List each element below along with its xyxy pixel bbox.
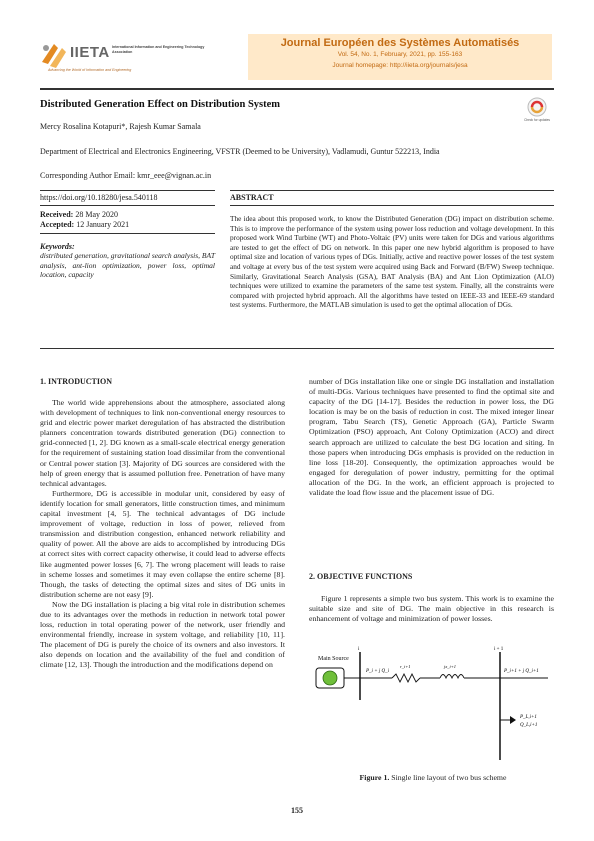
intro-paragraph-1: The world wide apprehensions about the atmosphere, associated along with development of techniques to link non-conventional energy resources to grid and electric power market deregulation of has abstracted the distribution planners concentration towards distributed generation (DG) connection to grid-connected [1, 2]. DG known as a small-scale electrical energy generation for the requirement of sustaining station load dissimilar from the conventional or Central power station [3]. Majority of DG sources are considered with the help of green energy that is assumed pollution free. Penetration of have many technical advantages. xyxy=(40,398,285,488)
received-value: 28 May 2020 xyxy=(73,210,118,219)
load-arrow-icon xyxy=(510,716,516,724)
doi-link[interactable]: https://doi.org/10.18280/jesa.540118 xyxy=(40,193,158,202)
abstract-divider-top xyxy=(230,190,554,191)
article-info xyxy=(40,210,215,280)
bus-i1-label: i + 1 xyxy=(494,647,504,652)
introduction-heading: 1. INTRODUCTION xyxy=(40,377,113,386)
objective-paragraph-1: Figure 1 represents a simple two bus system. This work is to examine the suitable size and site of DG. The main objective in this research is enhancement of voltage and minimization of power losses. xyxy=(309,594,554,624)
corresponding-author: Corresponding Author Email: kmr_eee@vignan.ac.in xyxy=(40,171,212,180)
header-divider xyxy=(40,88,554,90)
figure-caption-text: Single line layout of two bus scheme xyxy=(389,773,507,782)
journal-header xyxy=(248,34,552,80)
doi-divider-top xyxy=(40,190,215,191)
intro-paragraph-3: Now the DG installation is placing a big vital role in distribution schemes due to its advantages over the methods in reduction in network total power loss, reduction in total operating power of the network, user friendly and environmental friendly, increase in system voltage, and reliability [10, 11]. The placement of DG is purely the choice of its owners and also investors. It also depends on location and the availability of the fuel and condition of climate [12, 13]. Though the introduction and the modifications depend on xyxy=(40,599,285,670)
badge-label: Check for updates xyxy=(524,118,550,122)
right-paragraph-1: number of DGs installation like one or single DG installation and installation of multi-DGs. Various techniques have presented to find the optimal site and capacity of the DG [14-17]. Besides the reduction in power loss, the DG location is may be on the basis of reduction in cost. The mixed integer linear program, Tabu Search (TS), Genetic Approach (GA), Particle Swarm Optimization (PSO) approach, Ant Colony Optimization (ACO) and direct search approach are utilized to calculate the best DG location and siting. In those papers when introducing DGs emphasis is provided on the reduction in line loss [18-20]. Consequently, the optimization approaches would be engaged for deregulation of power industry, permitting for the optimal allocation of the DG. In the work, an efficient approach is projected to validate the load flow issue and the placement issue of DG. xyxy=(309,377,554,498)
publisher-name: IIETA xyxy=(70,44,110,61)
two-bus-diagram xyxy=(312,647,554,760)
inflow-power-label: P_i + j Q_i xyxy=(366,669,389,674)
doi-divider-bottom xyxy=(40,205,215,206)
bus-i-label: i xyxy=(358,647,360,652)
main-source-label: Main Source xyxy=(318,656,349,662)
accepted-date xyxy=(40,220,215,229)
paper-title: Distributed Generation Effect on Distribution System xyxy=(40,99,281,110)
objective-functions-heading: 2. OBJECTIVE FUNCTIONS xyxy=(309,572,413,581)
publisher-subtitle: International Information and Engineering Technology Association xyxy=(112,45,205,54)
abstract-divider-bottom xyxy=(230,205,554,206)
source-generator-icon xyxy=(323,671,337,685)
right-column xyxy=(309,377,554,498)
line-reactance xyxy=(440,675,464,679)
keywords-list: distributed generation, gravitational search analysis, BAT analysis, ant-lion optimization, power loss, optimal location, capacity xyxy=(40,251,215,279)
author-list: Mercy Rosalina Kotapuri*, Rajesh Kumar Samala xyxy=(40,122,201,131)
outflow-power-label: P_i+1 + j Q_i+1 xyxy=(504,669,539,674)
journal-title: Journal Européen des Systèmes Automatisés xyxy=(280,37,520,49)
publisher-logo xyxy=(40,38,205,78)
check-for-updates-icon[interactable] xyxy=(524,96,550,124)
journal-homepage-link[interactable]: Journal homepage: http://iieta.org/journals/jesa xyxy=(332,62,468,69)
intro-paragraph-2: Furthermore, DG is accessible in modular unit, considered by easy of identify location for small generators, little construction times, and minimum capital investment [4, 5]. The technical advantages of DG include improvement of voltage, reduction in loss of power, relieved from transmission and distribution congestion, enhanced network reliability and quality of power. All the above are aids to accomplished by introducing DGs at correct sites with correct capacity otherwise, it could lead to adverse effects like augmented power losses [6, 7]. The wrong placement will leads to raise in scheme losses and sometimes it may even collapse the entire scheme [8]. Though, the tasks of detecting the optimal sizes and sites of DG units in distribution scheme are not easy [9]. xyxy=(40,488,285,599)
accepted-label: Accepted: xyxy=(40,220,75,229)
load-reactive-label: Q_L,i+1 xyxy=(520,723,538,728)
page-number: 155 xyxy=(291,806,303,815)
accepted-value: 12 January 2021 xyxy=(74,220,130,229)
iieta-logo-icon xyxy=(40,40,70,70)
abstract-body: The idea about this proposed work, to know the Distributed Generation (DG) impact on distribution scheme. This is to improve the performance of the system using power loss reduction and voltage development. In this proposed work Wind Turbine (WT) and Photo-Voltaic (PV) units were taken for DGs and various algorithms are tested to get the effect of DG on network. In this paper one new hybrid algorithm is proposed to have optimal size and location of various types of DGs. Initially, active and reactive power losses of the test system and voltage at every bus of the test system were acquired using Back and Forward (B/FW) Sweep technique. Similarly, Gravitational Search Analysis (GSA), BAT Analysis (BA) and Ant Lion Optimization (ALO) techniques were utilized to examine the parameters of the same test system. Finally, all the constraints were compared with projected hybrid approach. All the algorithms have tested on IEEE-33 and IEEE-69 standard test systems. Furthermore, the MATLAB simulation is used to get the optimal allocation of DGs. xyxy=(230,214,554,310)
publisher-tagline: Advancing the World of Information and Engineering xyxy=(48,68,132,72)
info-divider xyxy=(40,233,215,234)
figure-caption xyxy=(312,773,554,782)
figure-caption-label: Figure 1. xyxy=(359,773,390,782)
resistance-label: r_i+1 xyxy=(400,664,411,669)
keywords-label: Keywords: xyxy=(40,242,75,251)
author-affiliation: Department of Electrical and Electronics Engineering, VFSTR (Deemed to be University), Vadlamudi, Guntur 522213, India xyxy=(40,147,440,156)
reactance-label: jx_i+1 xyxy=(444,664,457,669)
line-resistance xyxy=(392,674,420,682)
journal-volume: Vol. 54, No. 1, February, 2021, pp. 155-163 xyxy=(337,51,463,58)
received-date xyxy=(40,210,215,219)
objective-text xyxy=(309,594,554,624)
load-power-label: P_L,i+1 xyxy=(520,715,537,720)
left-column xyxy=(40,398,285,671)
received-label: Received: xyxy=(40,210,74,219)
abstract-heading: ABSTRACT xyxy=(230,193,274,202)
abstract-divider-end xyxy=(40,348,554,349)
